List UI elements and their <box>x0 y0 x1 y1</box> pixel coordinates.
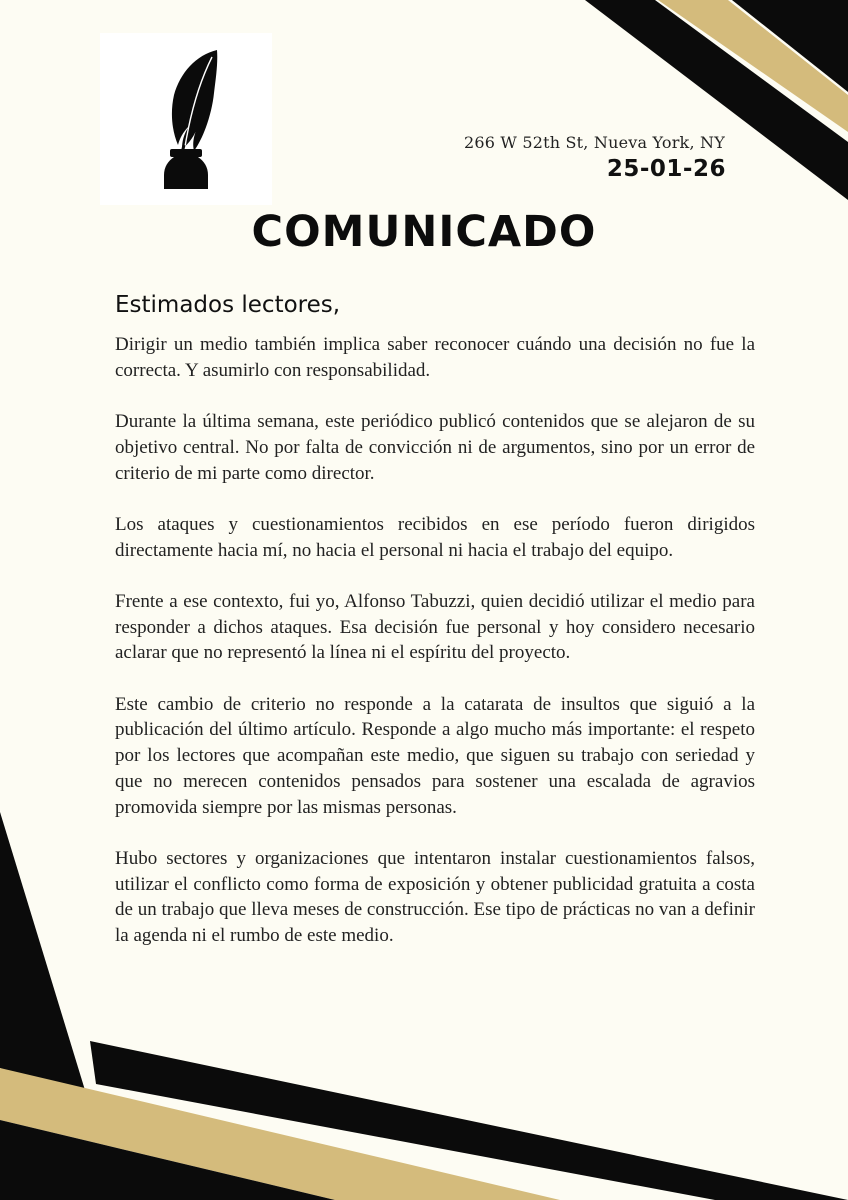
page-title: COMUNICADO <box>251 207 597 257</box>
address: 266 W 52th St, Nueva York, NY <box>463 133 725 152</box>
greeting: Estimados lectores, <box>115 292 341 318</box>
letter-body <box>115 332 755 974</box>
paragraph: Dirigir un medio también implica saber reconocer cuándo una decisión no fue la correcta. Y asumirlo con responsabilidad. <box>115 334 755 381</box>
paragraph: Durante la última semana, este periódico publicó contenidos que se alejaron de su objetivo central. No por falta de convicción ni de argumentos, sino por un error de criterio de mi parte como director. <box>115 411 755 484</box>
paragraph: Hubo sectores y organizaciones que intentaron instalar cuestionamientos falsos, utilizar el conflicto como forma de exposición y obtener publicidad gratuita a costa de un trabajo que lleva meses de construcción. Ese tipo de prácticas no van a definir la agenda ni el rumbo de este medio. <box>115 847 755 947</box>
logo <box>100 33 272 205</box>
paragraph: Frente a ese contexto, fui yo, Alfonso Tabuzzi, quien decidió utilizar el medio para responder a dichos ataques. Esa decisión fue personal y hoy considero necesario aclarar que no representó la línea ni el espíritu del proyecto. <box>115 590 755 664</box>
quill-inkwell-icon <box>100 33 272 205</box>
paragraph: Los ataques y cuestionamientos recibidos en ese período fueron dirigidos directamente hacia mí, no hacia el personal ni hacia el trabajo del equipo. <box>115 513 755 561</box>
date: 25-01-26 <box>606 156 726 182</box>
bottom-left-black-triangle <box>0 812 88 1100</box>
paragraph: Este cambio de criterio no responde a la catarata de insultos que siguió a la publicación del último artículo. Responde a algo mucho más importante: el respeto por los lectores que acompañan este medio, que siguen su trabajo con seriedad y que no merecen contenidos pensados para sostener una escalada de agravios promovida siempre por las mismas personas. <box>115 693 755 818</box>
